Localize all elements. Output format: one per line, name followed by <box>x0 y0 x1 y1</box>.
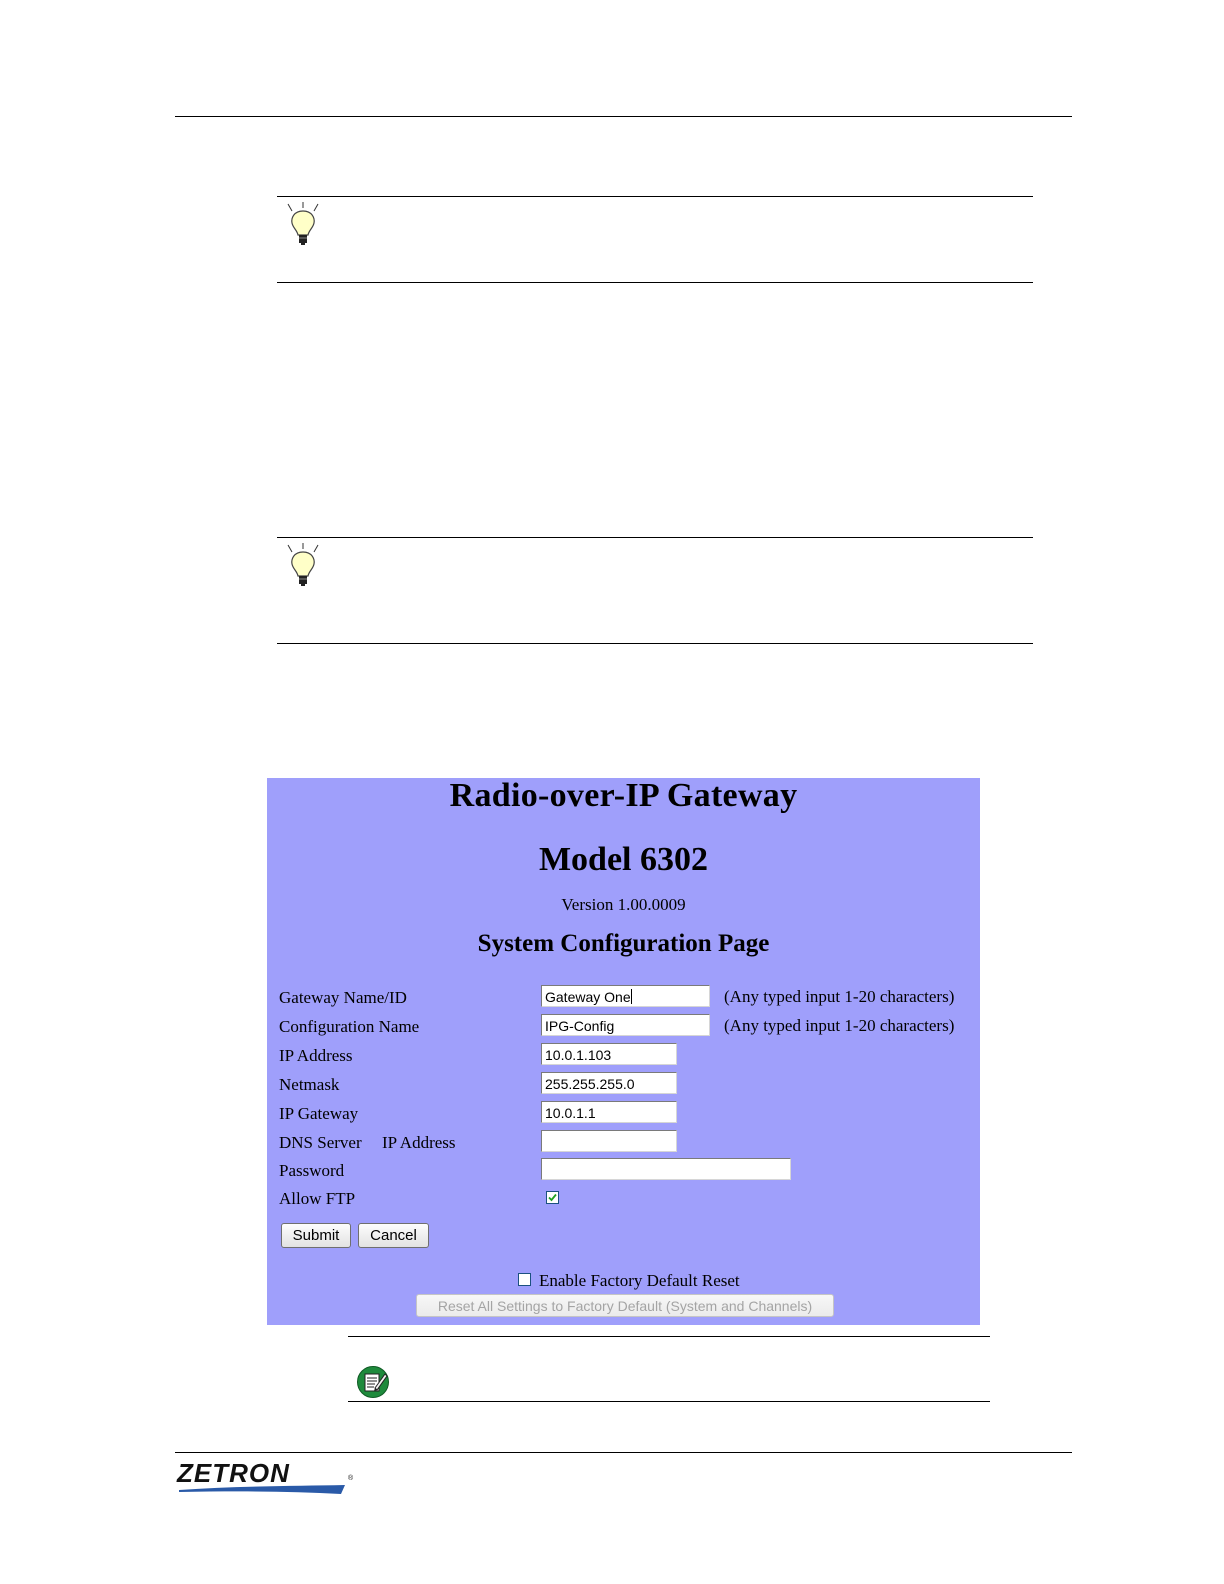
config-name-input[interactable]: IPG-Config <box>541 1014 710 1036</box>
factory-reset-button[interactable]: Reset All Settings to Factory Default (System and Channels) <box>416 1294 834 1317</box>
footer-rule <box>175 1452 1072 1453</box>
lightbulb-icon <box>285 202 321 248</box>
netmask-label: Netmask <box>279 1075 340 1094</box>
config-name-hint: (Any typed input 1-20 characters) <box>724 1016 955 1035</box>
gateway-name-hint: (Any typed input 1-20 characters) <box>724 987 955 1006</box>
tip1-bottom-rule <box>277 282 1033 283</box>
notepad-icon <box>357 1365 391 1399</box>
password-label: Password <box>279 1161 345 1180</box>
allow-ftp-checkbox[interactable] <box>546 1191 559 1204</box>
gateway-config-panel <box>267 778 980 1325</box>
page-heading: System Configuration Page <box>477 930 770 957</box>
factory-reset-label: Enable Factory Default Reset <box>539 1271 740 1290</box>
note-top-rule <box>348 1336 990 1337</box>
zetron-logo <box>175 1458 360 1498</box>
allow-ftp-label: Allow FTP <box>279 1189 356 1208</box>
cancel-button[interactable]: Cancel <box>358 1223 429 1248</box>
model-heading: Model 6302 <box>538 841 709 878</box>
gateway-name-input[interactable] <box>541 985 710 1007</box>
tip2-bottom-rule <box>277 643 1033 644</box>
dns-server-label: DNS Server <box>279 1133 362 1152</box>
password-input[interactable] <box>541 1158 791 1180</box>
tip1-top-rule <box>277 196 1033 197</box>
svg-text:®: ® <box>348 1475 354 1482</box>
svg-text:ZETRON: ZETRON <box>177 1458 290 1488</box>
config-name-label: Configuration Name <box>279 1017 420 1036</box>
gateway-name-label: Gateway Name/ID <box>279 988 407 1007</box>
version-text: Version 1.00.0009 <box>561 895 686 914</box>
ip-address-label: IP Address <box>279 1046 353 1065</box>
checkmark-icon <box>547 1192 558 1203</box>
ip-gateway-label: IP Gateway <box>279 1104 359 1123</box>
dns-server-input[interactable] <box>541 1130 677 1152</box>
ip-gateway-input[interactable]: 10.0.1.1 <box>541 1101 677 1123</box>
note-bottom-rule <box>348 1401 990 1402</box>
gateway-title: Radio-over-IP Gateway <box>449 777 798 814</box>
header-rule <box>175 116 1072 117</box>
gateway-name-value: Gateway One <box>545 989 631 1005</box>
factory-reset-checkbox[interactable] <box>518 1273 531 1286</box>
dns-ip-address-label: IP Address <box>382 1133 456 1152</box>
lightbulb-icon <box>285 543 321 589</box>
ip-address-input[interactable]: 10.0.1.103 <box>541 1043 677 1065</box>
netmask-input[interactable]: 255.255.255.0 <box>541 1072 677 1094</box>
text-caret <box>631 989 632 1004</box>
tip2-top-rule <box>277 537 1033 538</box>
submit-button[interactable]: Submit <box>281 1223 351 1248</box>
